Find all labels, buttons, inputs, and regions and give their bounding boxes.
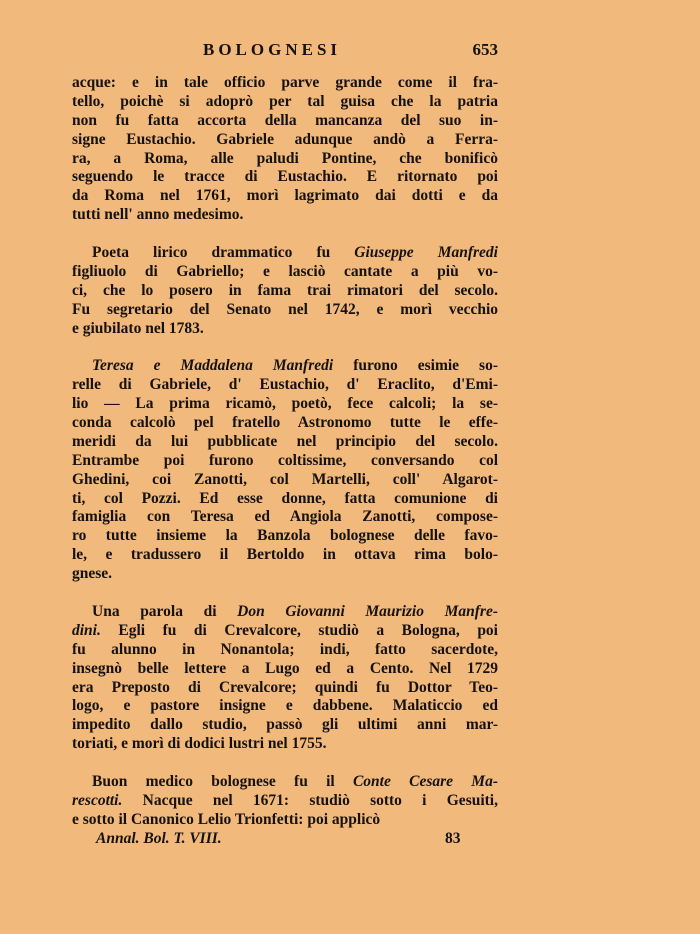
text-segment: Poeta lirico drammatico fu [92, 244, 355, 262]
text-segment: acque: e in tale officio parve grande come il fra- [72, 74, 498, 91]
text-line [72, 792, 498, 811]
text-segment: non fu fatta accorta della mancanza del suo in- [72, 111, 498, 129]
text-line [72, 565, 498, 584]
text-segment: signe Eustachio. Gabriele adunque andò a Ferra- [72, 130, 498, 148]
text-line [72, 301, 498, 320]
person-name: Conte Cesare Ma- [352, 772, 498, 790]
text-segment: relle di Gabriele, d' Eustachio, d' Eraclito, d'Emi- [72, 376, 498, 394]
text-segment: figliuolo di Gabriello; e lasciò cantate a più vo- [72, 262, 498, 280]
text-line [72, 433, 498, 452]
text-line [72, 244, 498, 263]
text-line [72, 452, 498, 471]
text-line [72, 716, 498, 735]
text-line [72, 414, 498, 433]
text-line [72, 471, 498, 490]
text-line [72, 546, 498, 565]
text-line [72, 660, 498, 679]
paragraph [72, 773, 498, 830]
text-line [72, 603, 498, 622]
text-segment: Buon medico bolognese fu il [92, 772, 353, 790]
paragraph [72, 244, 498, 338]
text-line [72, 93, 498, 112]
text-segment: da Roma nel 1761, morì lagrimato dai dotti e da [72, 187, 498, 205]
text-segment: impedito dallo studio, passò gli ultimi anni mar- [72, 716, 498, 734]
text-line [72, 74, 498, 93]
person-name: dini. [72, 621, 101, 639]
page-footer [72, 830, 498, 850]
page-header [72, 40, 498, 64]
text-segment: ti, col Pozzi. Ed esse donne, fatta comunione di [72, 489, 498, 507]
text-segment: e giubilato nel 1783. [72, 319, 204, 337]
text-segment: le, e tradussero il Bertoldo in ottava rima bolo- [72, 546, 498, 564]
signature-number: 83 [445, 830, 461, 847]
text-segment: famiglia con Teresa ed Angiola Zanotti, compose- [72, 508, 498, 526]
text-segment: lio — La prima ricamò, poetò, fece calcoli; la se- [72, 395, 498, 413]
text-segment: ci, che lo posero in fama trai rimatori del secolo. [72, 281, 498, 299]
text-line [72, 131, 498, 150]
text-line [72, 490, 498, 509]
text-segment: Una parola di [92, 602, 238, 620]
text-line [72, 376, 498, 395]
paragraph [72, 603, 498, 754]
text-segment: tello, poichè si adoprò per tal guisa che la patria [72, 92, 498, 110]
text-segment: Fu segretario del Senato nel 1742, e morì vecchio [72, 300, 498, 318]
paragraph [72, 357, 498, 584]
text-segment: conda calcolò pel fratello Astronomo tutte le effe- [72, 414, 498, 432]
text-segment: seguendo le tracce di Eustachio. E ritornato poi [72, 168, 498, 186]
text-segment: meridi da lui pubblicate nel principio del secolo. [72, 432, 498, 450]
text-line [72, 622, 498, 641]
running-title: BOLOGNESI [203, 40, 342, 59]
text-line [72, 187, 498, 206]
text-segment: fu alunno in Nonantola; indi, fatto sacerdote, [72, 640, 498, 658]
text-segment: Entrambe poi furono coltissime, conversando col [72, 451, 498, 469]
text-line [72, 773, 498, 792]
person-name: rescotti. [72, 791, 123, 809]
text-segment: gnese. [72, 565, 113, 583]
text-line [72, 357, 498, 376]
text-segment: ro tutte insieme la Banzola bolognese delle favo- [72, 527, 498, 545]
text-segment: tutti nell' anno medesimo. [72, 206, 244, 224]
text-line [72, 395, 498, 414]
text-segment: insegnò belle lettere a Lugo ed a Cento. Nel 1729 [72, 659, 498, 677]
paragraph [72, 74, 498, 225]
text-segment: Egli fu di Crevalcore, studiò a Bologna, poi [100, 621, 498, 639]
text-line [72, 168, 498, 187]
page-number: 653 [472, 40, 498, 59]
text-segment: Ghedini, coi Zanotti, col Martelli, coll' Algarot- [72, 470, 498, 488]
text-line [72, 112, 498, 131]
text-line [72, 697, 498, 716]
text-line [72, 641, 498, 660]
text-line [72, 508, 498, 527]
printer-signature: Annal. Bol. T. VIII. [96, 830, 222, 847]
text-segment: Nacque nel 1671: studiò sotto i Gesuiti, [122, 791, 498, 809]
text-line [72, 320, 498, 339]
text-line [72, 206, 498, 225]
body-text [72, 74, 498, 849]
text-segment: logo, e pastore insigne e dabbene. Malaticcio ed [72, 697, 498, 715]
text-segment: ra, a Roma, alle paludi Pontine, che bonificò [72, 149, 498, 167]
person-name: Don Giovanni Maurizio Manfre- [237, 602, 498, 620]
text-line [72, 150, 498, 169]
text-line [72, 811, 498, 830]
person-name: Teresa e Maddalena Manfredi [92, 357, 334, 375]
text-segment: furono esimie so- [333, 357, 499, 375]
text-line [72, 735, 498, 754]
text-line [72, 263, 498, 282]
text-segment: toriati, e morì di dodici lustri nel 1755. [72, 735, 327, 753]
person-name: Giuseppe Manfredi [354, 244, 498, 262]
text-segment: era Preposto di Crevalcore; quindi fu Dottor Teo- [72, 678, 498, 696]
text-line [72, 679, 498, 698]
text-line [72, 282, 498, 301]
text-line [72, 527, 498, 546]
text-segment: e sotto il Canonico Lelio Trionfetti: poi applicò [72, 810, 381, 828]
